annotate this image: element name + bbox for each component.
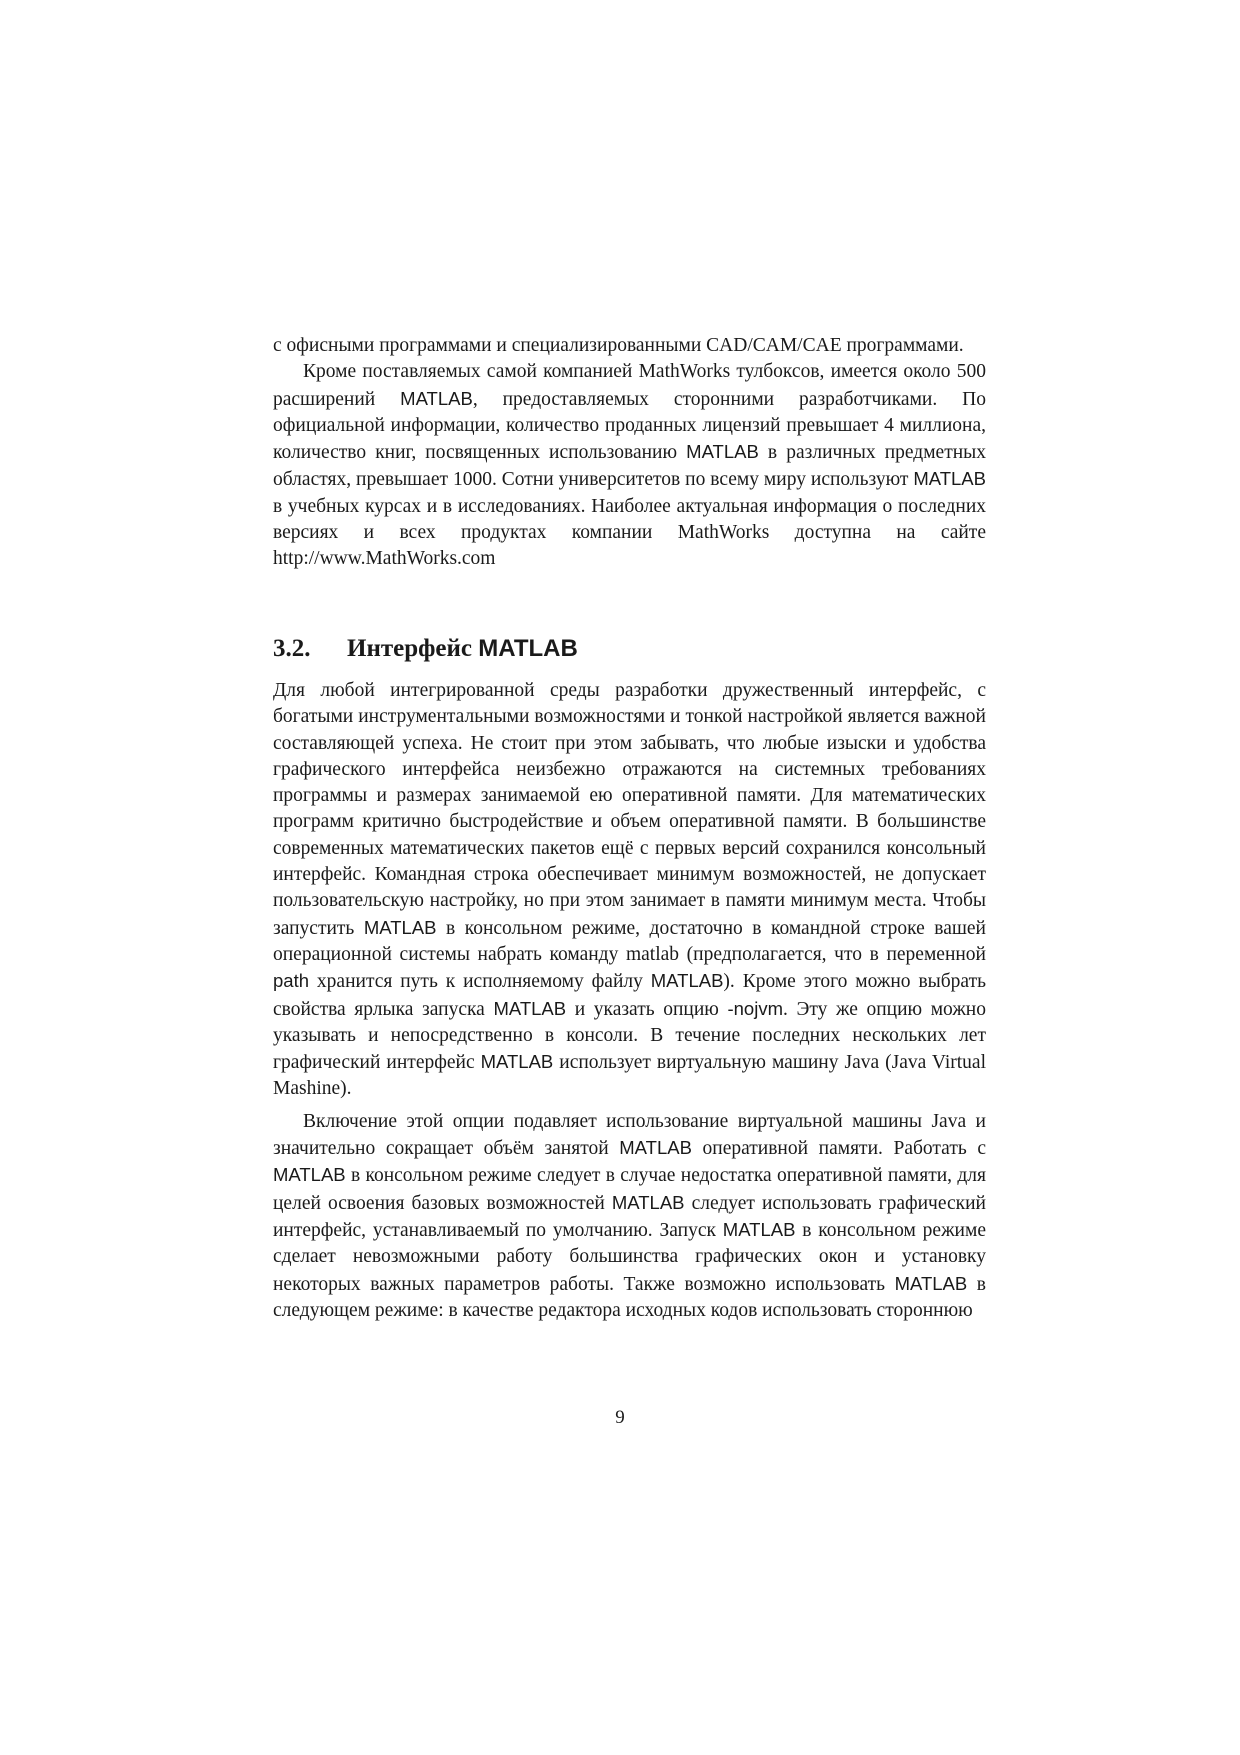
matlab-term: MATLAB bbox=[686, 441, 759, 463]
matlab-term: MATLAB bbox=[480, 1051, 554, 1073]
section-heading bbox=[273, 634, 578, 664]
section-title: Интерфейс MATLAB bbox=[347, 635, 578, 662]
matlab-term: MATLAB bbox=[400, 387, 473, 409]
body-paragraph-2: Включение этой опции подавляет использование виртуальной машины Java и значительно сокращает объём занятой MATLAB оперативной памяти. Работать с MATLAB в консольном режиме следует в случае недостатка оперативной памяти, для целей освоения базовых возможностей MATLAB следует использовать графический интерфейс, устанавливаемый по умолчанию. Запуск MATLAB в консольном режиме сделает невозможными работу большинства графических окон и установку некоторых важных параметров работы. Также возможно использовать MATLAB в следующем режиме: в качестве редактора исходных кодов использовать стороннюю bbox=[273, 1110, 986, 1321]
matlab-term: MATLAB bbox=[894, 1272, 968, 1294]
body-paragraph-1: Для любой интегрированной среды разработки дружественный интерфейс, с богатыми инструментальными возможностями и тонкой настройкой является важной составляющей успеха. Не стоит при этом забывать, что любые изыски и удобства графического интерфейса неизбежно отражаются на системных требованиях программы и размерах занимаемой ею оперативной памяти. Для математических программ критично быстродействие и объем оперативной памяти. В большинстве современных математических пакетов ещё с первых версий сохранился консольный интерфейс. Командная строка обеспечивает минимум возможностей, не допускает пользовательскую настройку, но при этом занимает в памяти минимум места. Чтобы запустить MATLAB в консольном режиме, достаточно в командной строке вашей операционной системы набрать команду matlab (предполагается, что в переменной path хранится путь к исполняемому файлу MATLAB). Кроме этого можно выбрать свойства ярлыка запуска MATLAB и указать опцию -nojvm. Эту же опцию можно указывать и непосредственно в консоли. В течение последних нескольких лет графический интерфейс MATLAB использует виртуальную машину Java (Java Virtual Mashine). bbox=[273, 680, 986, 1100]
intro-text bbox=[273, 333, 986, 573]
matlab-term: MATLAB bbox=[493, 997, 567, 1019]
page-number: 9 bbox=[615, 1407, 625, 1428]
matlab-term: MATLAB bbox=[913, 468, 986, 490]
intro-paragraph-2: Кроме поставляемых самой компанией MathWorks тулбоксов, имеется около 500 расширений MATLAB, предоставляемых сторонними разработчиками. По официальной информации, количество проданных лицензий превышает 4 миллиона, количество книг, посвященных использованию MATLAB в различных предметных областях, превышает 1000. Сотни университетов по всему миру используют MATLAB в учебных курсах и в исследованиях. Наиболее актуальная информация о последних версиях и всех продуктах компании MathWorks доступна на сайте http://www.MathWorks.com bbox=[273, 361, 987, 570]
matlab-term: MATLAB bbox=[363, 916, 437, 938]
matlab-term: MATLAB bbox=[273, 1164, 346, 1186]
intro-paragraph-1: с офисными программами и специализированными CAD/CAM/CAE программами. bbox=[273, 335, 964, 356]
matlab-term: MATLAB bbox=[722, 1218, 796, 1240]
section-body bbox=[273, 678, 986, 1324]
code-option-nojvm: -nojvm bbox=[727, 997, 783, 1019]
matlab-term: MATLAB bbox=[650, 970, 724, 992]
code-path: path bbox=[273, 970, 310, 992]
matlab-term: MATLAB bbox=[619, 1137, 692, 1159]
matlab-term: MATLAB bbox=[611, 1191, 685, 1213]
section-number: 3.2. bbox=[273, 635, 311, 662]
